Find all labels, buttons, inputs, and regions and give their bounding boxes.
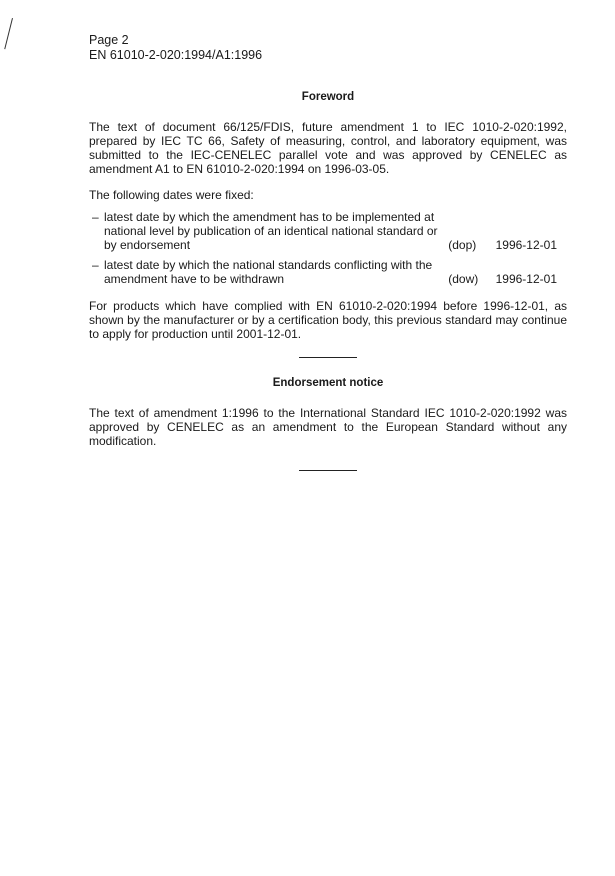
- foreword-heading: Foreword: [301, 91, 355, 103]
- dates-intro: The following dates were fixed:: [89, 188, 254, 202]
- endorsement-heading: Endorsement notice: [272, 377, 384, 389]
- page-content: [89, 90, 567, 489]
- document-id: EN 61010-2-020:1994/A1:1996: [89, 48, 263, 62]
- date-description: latest date by which the national standards conflicting with the amendment have to be withdrawn: [104, 258, 433, 286]
- foreword-paragraph-2: For products which have complied with EN 61010-2-020:1994 before 1996-12-01, as shown by the manufacturer or by a certification body, this previous standard may continue to apply for production until 2001-12-01.: [89, 299, 567, 341]
- end-divider: [299, 470, 357, 471]
- date-value: 1996-12-01: [495, 272, 557, 286]
- dates-list: [89, 210, 567, 286]
- date-code: (dow): [448, 272, 479, 286]
- foreword-section: [89, 90, 567, 341]
- endorsement-paragraph: The text of amendment 1:1996 to the International Standard IEC 1010-2-020:1992 was approved by CENELEC as an amendment to the European Standard without any modification.: [89, 406, 567, 448]
- dash-bullet: –: [92, 258, 99, 272]
- date-description: latest date by which the amendment has to be implemented at national level by publication of an identical national standard or by endorsement: [104, 210, 438, 252]
- page-header: [89, 33, 262, 63]
- date-value: 1996-12-01: [495, 238, 557, 252]
- page-number: Page 2: [89, 33, 129, 47]
- list-item-dow: [89, 258, 567, 286]
- foreword-paragraph-1: The text of document 66/125/FDIS, future amendment 1 to IEC 1010-2-020:1992, prepared by IEC TC 66, Safety of measuring, control, and laboratory equipment, was submitted to the IEC-CENELEC parallel vote and was approved by CENELEC as amendment A1 to EN 61010-2-020:1994 on 1996-03-05.: [89, 120, 567, 176]
- date-code: (dop): [448, 238, 477, 252]
- list-item-dop: [89, 210, 567, 252]
- scan-artifact-line: [4, 18, 13, 49]
- endorsement-section: [89, 376, 567, 448]
- dash-bullet: –: [92, 210, 99, 224]
- section-divider: [299, 357, 357, 358]
